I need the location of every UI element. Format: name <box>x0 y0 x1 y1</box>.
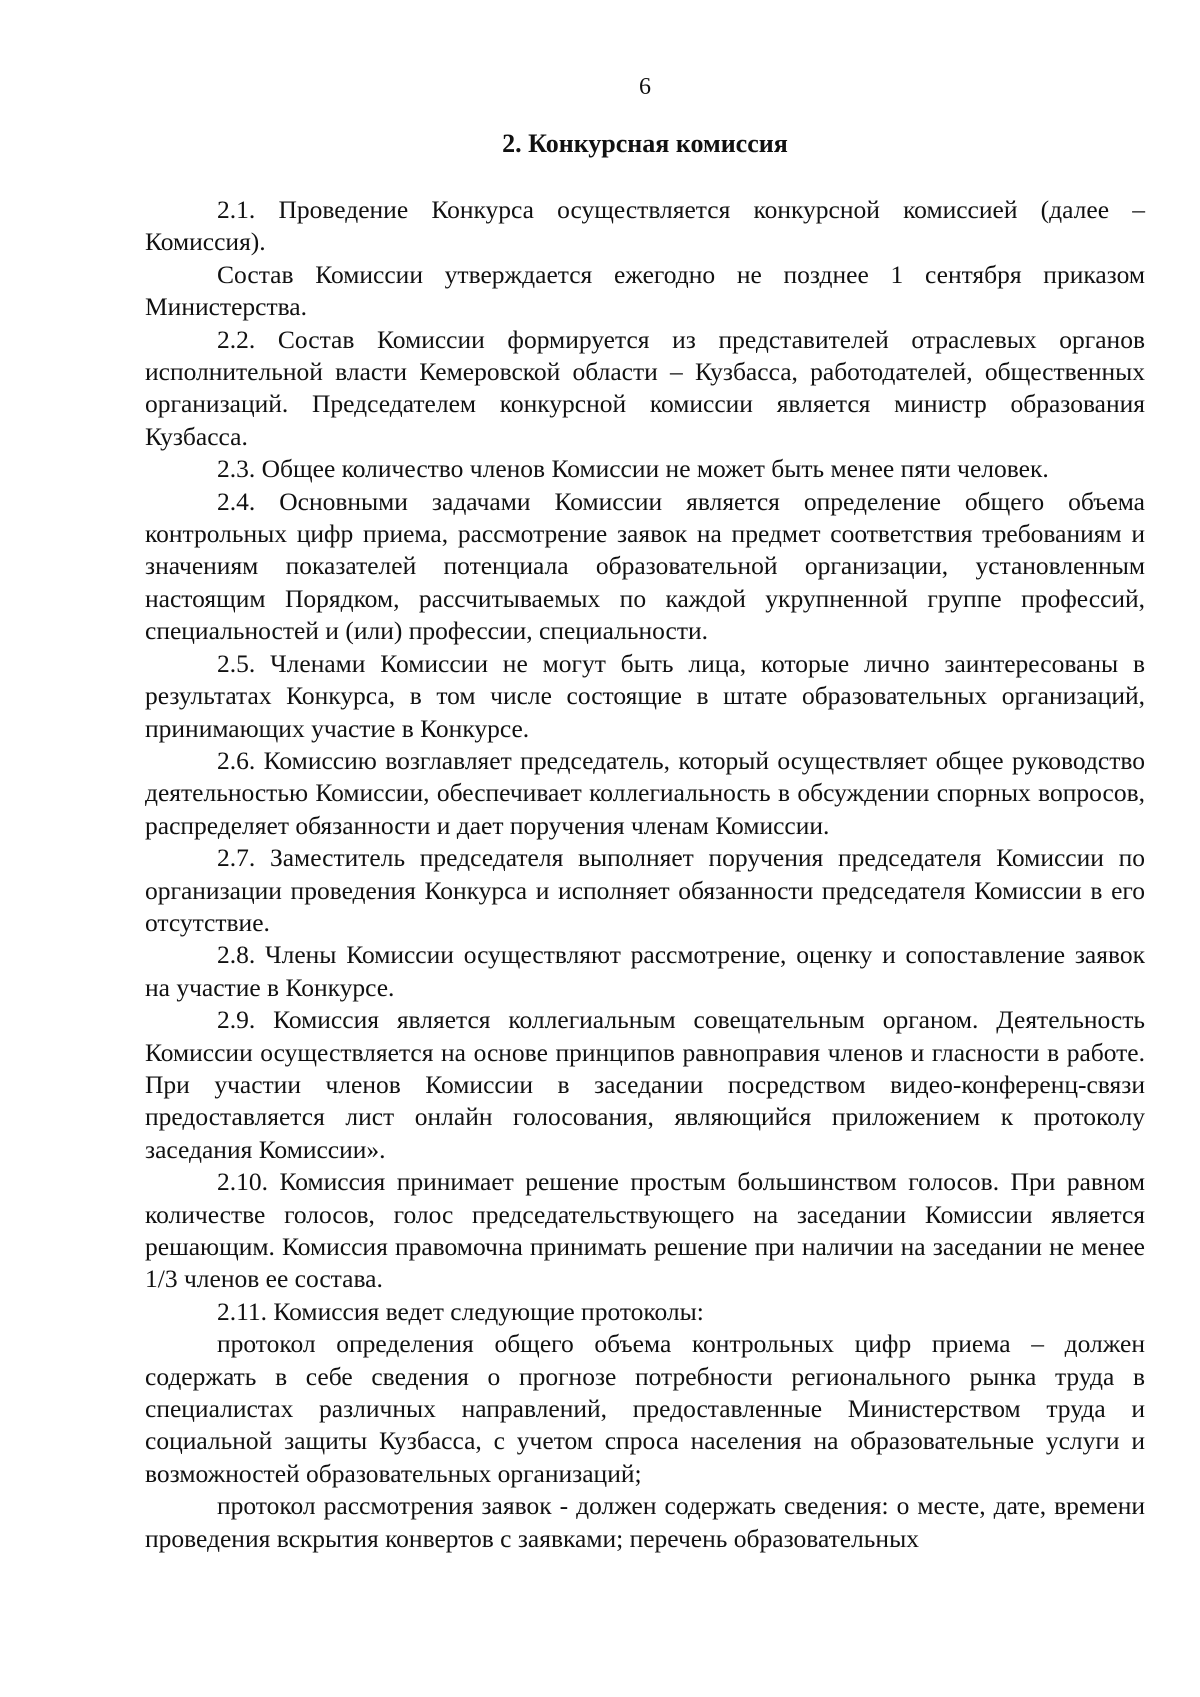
paragraph-2-5: 2.5. Членами Комиссии не могут быть лица, которые лично заинтересованы в результатах Конкурса, в том числе состоящие в штате образовательных организаций, принимающих участие в Конкурсе. <box>145 648 1145 743</box>
paragraph-2-3: 2.3. Общее количество членов Комиссии не может быть менее пяти человек. <box>217 454 1049 484</box>
document-body <box>145 194 1145 1555</box>
paragraph-composition-approval: Состав Комиссии утверждается ежегодно не позднее 1 сентября приказом Министерства. <box>145 259 1145 322</box>
paragraph-protocol-application-review: протокол рассмотрения заявок - должен содержать сведения: о месте, дате, времени проведения вскрытия конвертов с заявками; перечень образовательных <box>145 1491 1145 1553</box>
paragraph-2-2: 2.2. Состав Комиссии формируется из представителей отраслевых органов исполнительной власти Кемеровской области – Кузбасса, работодателей, общественных организаций. Председателем конкурсной комиссии является министр образования Кузбасса. <box>145 324 1145 451</box>
paragraph-2-11: 2.11. Комиссия ведет следующие протоколы: <box>217 1296 704 1326</box>
paragraph-2-9: 2.9. Комиссия является коллегиальным совещательным органом. Деятельность Комиссии осуществляется на основе принципов равноправия членов и гласности в работе. При участии членов Комиссии в заседании посредством видео-конференц-связи предоставляется лист онлайн голосования, являющийся приложением к протоколу заседания Комиссии». <box>145 1005 1145 1164</box>
paragraph-2-1: 2.1. Проведение Конкурса осуществляется конкурсной комиссией (далее – Комиссия). <box>145 195 1145 257</box>
paragraph-2-10: 2.10. Комиссия принимает решение простым большинством голосов. При равном количестве голосов, голос председательствующего на заседании Комиссии является решающим. Комиссия правомочна принимать решение при наличии на заседании не менее 1/3 членов ее состава. <box>145 1167 1145 1294</box>
page-number: 6 <box>639 74 651 100</box>
paragraph-2-4: 2.4. Основными задачами Комиссии является определение общего объема контрольных цифр приема, рассмотрение заявок на предмет соответствия требованиям и значениям показателей потенциала образовательной организации, установленным настоящим Порядком, рассчитываемых по каждой укрупненной группе профессий, специальностей и (или) профессии, специальности. <box>145 486 1145 646</box>
paragraph-2-8: 2.8. Члены Комиссии осуществляют рассмотрение, оценку и сопоставление заявок на участие в Конкурсе. <box>145 940 1145 1002</box>
paragraph-2-7: 2.7. Заместитель председателя выполняет поручения председателя Комиссии по организации проведения Конкурса и исполняет обязанности председателя Комиссии в его отсутствие. <box>145 843 1145 937</box>
paragraph-protocol-admission-volume: протокол определения общего объема контрольных цифр приема – должен содержать в себе сведения о прогнозе потребности регионального рынка труда в специалистах различных направлений, предоставленные Министерством труда и социальной защиты Кузбасса, с учетом спроса населения на образовательные услуги и возможностей образовательных организаций; <box>145 1329 1145 1488</box>
section-title: 2. Конкурсная комиссия <box>502 129 788 158</box>
paragraph-2-6: 2.6. Комиссию возглавляет председатель, который осуществляет общее руководство деятельностью Комиссии, обеспечивает коллегиальность в обсуждении спорных вопросов, распределяет обязанности и дает поручения членам Комиссии. <box>145 745 1145 840</box>
